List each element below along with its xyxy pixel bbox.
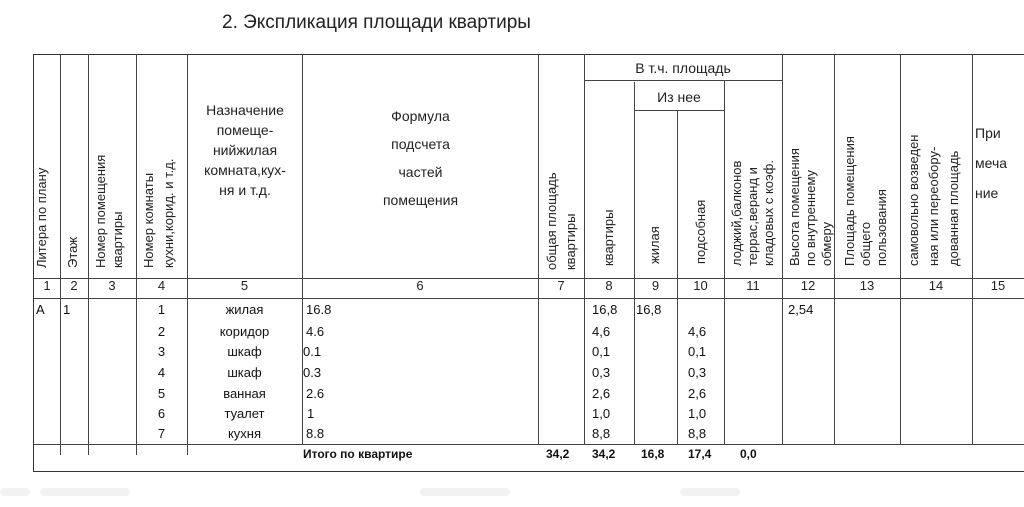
totals-loggia: 0,0 — [740, 447, 757, 461]
header-notes: При меча ние — [975, 125, 1008, 201]
header-of-which: Из нее — [657, 89, 701, 105]
header-liter: Литера по плану — [34, 167, 49, 268]
header-unauthorized-3: дованная площадь — [946, 150, 961, 266]
header-living: жилая — [647, 226, 662, 264]
totals-aux: 17,4 — [688, 447, 712, 461]
header-common-3: пользования — [874, 189, 889, 266]
header-total-area-1: общая площадь — [544, 172, 559, 270]
page-title: 2. Экспликация площади квартиры — [222, 12, 531, 33]
header-loggias-3: кладовых с коэф. — [761, 160, 776, 266]
header-incl-area: В т.ч. площадь — [635, 60, 731, 76]
header-height-1: Высота помещения — [787, 148, 802, 266]
header-formula: Формула подсчета частей помещения — [382, 108, 459, 208]
header-total-area-2: квартиры — [563, 213, 578, 270]
header-loggias-1: лоджий,балконов — [729, 160, 744, 266]
header-room-no-1: Номер комнаты — [141, 172, 156, 268]
header-room-no-2: кухни,корид. и т.д. — [161, 158, 176, 268]
header-common-1: Площадь помещения — [842, 136, 857, 266]
header-apt-no-1: Номер помещения — [93, 154, 108, 268]
header-loggias-2: террас,веранд и — [745, 167, 760, 266]
totals-apt: 34,2 — [592, 447, 616, 461]
totals-living: 16,8 — [641, 447, 665, 461]
header-unauthorized-1: самовольно возведен — [906, 134, 921, 266]
header-apt-no-2: квартиры — [110, 211, 125, 268]
header-unauthorized-2: ная или переобору- — [926, 146, 941, 266]
totals-label: Итого по квартире — [303, 447, 413, 461]
header-auxiliary: подсобная — [693, 199, 708, 264]
header-apartments: квартиры — [601, 209, 616, 266]
header-common-2: общего — [858, 221, 873, 266]
header-height-2: по внутреннему — [803, 169, 818, 266]
header-floor: Этаж — [65, 236, 80, 268]
header-height-3: обмеру — [819, 221, 834, 266]
totals-total: 34,2 — [546, 447, 570, 461]
header-purpose: Назначение помеще- нийжилая комната,кух- ня и т.д. — [204, 102, 286, 198]
